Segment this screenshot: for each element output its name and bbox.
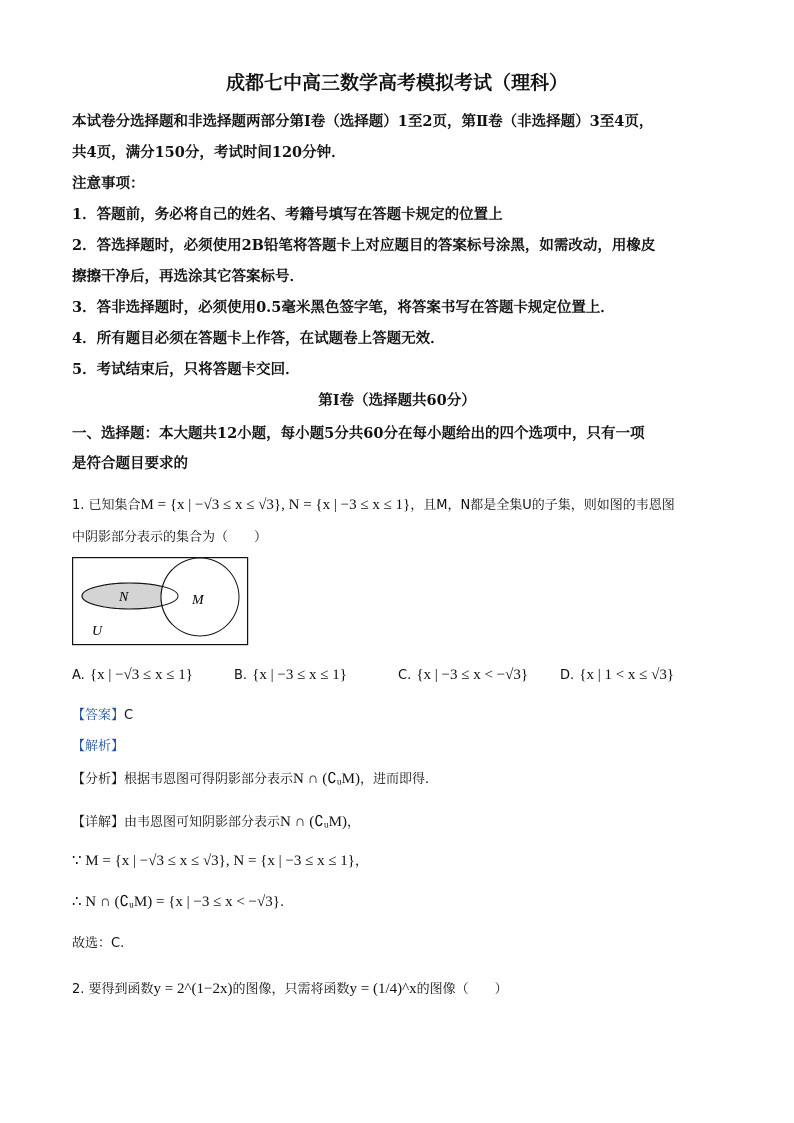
section1-line-2: 是符合题目要求的: [72, 455, 188, 472]
fenxi-text: 根据韦恩图可得阴影部分表示: [124, 772, 294, 787]
note-item: 1．答题前，务必将自己的姓名、考籍号填写在答题卡规定的位置上: [72, 206, 503, 223]
xiangjie-text: 由韦恩图可知阴影部分表示: [124, 815, 281, 830]
part1-heading: 第Ⅰ卷（选择题共60分）: [318, 392, 476, 409]
fenxi-line: [72, 768, 429, 788]
venn-label-u: U: [92, 624, 103, 639]
xiangjie-line: [72, 811, 360, 831]
note-item: 2．答选择题时，必须使用2B铅笔将答题卡上对应题目的答案标号涂黑，如需改动，用橡皮: [72, 237, 656, 254]
intro-line-2: 共4页，满分150分，考试时间120分钟．: [72, 144, 346, 161]
because-line: [72, 850, 368, 870]
option-text: {x | 1 < x ≤ √3}: [579, 667, 675, 683]
option-key: C.: [398, 668, 412, 683]
fenxi-math: N ∩ (∁ᵤM): [293, 771, 360, 787]
because-math: ∵ M = {x | −√3 ≤ x ≤ √3}, N = {x | −3 ≤ x ≤ 1}: [72, 853, 356, 869]
q1-suffix: ，且M，N都是全集U的子集，则如图的韦恩图: [410, 498, 675, 513]
q1-prefix: 1. 已知集合: [72, 498, 141, 513]
q1-line-2: 中阴影部分表示的集合为（ ）: [72, 530, 268, 545]
q2-mid: 的图像，只需将函数: [232, 982, 350, 997]
option-key: B.: [234, 668, 248, 683]
therefore-math: ∴ N ∩ (∁ᵤM) = {x | −3 ≤ x < −√3}: [72, 894, 280, 910]
option-text: {x | −√3 ≤ x ≤ 1}: [89, 667, 193, 683]
question-1-stem: [72, 494, 675, 514]
q1-set-def: M = {x | −√3 ≤ x ≤ √3}, N = {x | −3 ≤ x ≤ 1}: [140, 497, 411, 513]
xiangjie-math: N ∩ (∁ᵤM): [280, 814, 347, 830]
answer-tag: 【答案】: [72, 708, 125, 723]
q2-func-1: y = 2^(1−2x): [153, 981, 233, 997]
fenxi-tag: 【分析】: [72, 772, 125, 787]
option-text: {x | −3 ≤ x ≤ 1}: [252, 667, 347, 683]
q2-func-2: y = (1/4)^x: [349, 981, 417, 997]
therefore-end: .: [279, 895, 285, 910]
analysis-tag: 【解析】: [72, 739, 125, 754]
note-item: 擦擦干净后，再选涂其它答案标号．: [72, 268, 304, 285]
venn-diagram: [72, 557, 250, 647]
intro-line-1: 本试卷分选择题和非选择题两部分第Ⅰ卷（选择题）1至2页，第Ⅱ卷（非选择题）3至4页，: [72, 113, 654, 130]
fenxi-end: ，进而即得.: [359, 772, 430, 787]
q2-suffix: 的图像（ ）: [416, 982, 508, 997]
option-key: A.: [72, 668, 85, 683]
page-title: 成都七中高三数学高考模拟考试（理科）: [225, 72, 568, 94]
venn-label-n: N: [119, 590, 129, 605]
option-b: [234, 664, 347, 684]
option-a: [72, 664, 193, 684]
because-end: ，: [355, 854, 369, 869]
section1-line-1: 一、选择题：本大题共12小题，每小题5分共60分在每小题给出的四个选项中，只有一项: [72, 425, 645, 442]
xiangjie-end: ，: [346, 815, 360, 830]
therefore-line: [72, 891, 284, 911]
note-item: 4．所有题目必须在答题卡上作答，在试题卷上答题无效．: [72, 330, 445, 347]
q2-prefix: 2. 要得到函数: [72, 982, 154, 997]
question-2-stem: [72, 978, 508, 998]
option-d: [560, 664, 674, 684]
note-item: 3．答非选择题时，必须使用0.5毫米黑色签字笔，将答案书写在答题卡规定位置上．: [72, 299, 615, 316]
choose-line: 故选：C.: [72, 936, 125, 951]
answer-value: C: [124, 708, 134, 723]
xiangjie-tag: 【详解】: [72, 815, 125, 830]
option-key: D.: [560, 668, 575, 683]
option-c: [398, 664, 528, 684]
notes-heading: 注意事项：: [72, 175, 145, 192]
note-item: 5．考试结束后，只将答题卡交回．: [72, 361, 300, 378]
answer-line: [72, 704, 133, 723]
venn-label-m: M: [192, 593, 204, 608]
option-text: {x | −3 ≤ x < −√3}: [416, 667, 529, 683]
